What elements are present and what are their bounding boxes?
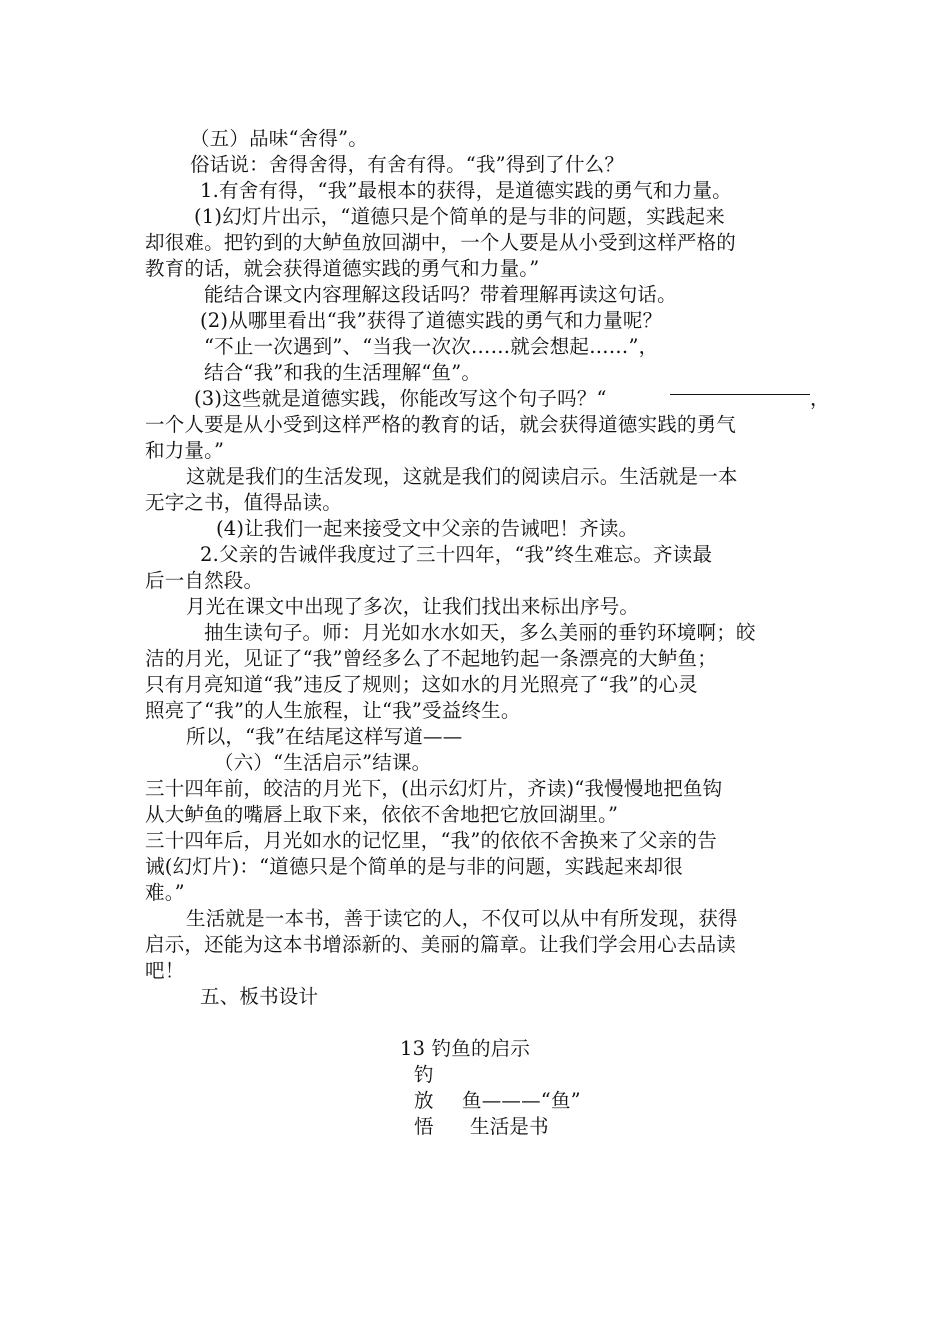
- paragraph-line: 所以，“我”在结尾这样写道——: [186, 725, 463, 748]
- paragraph-line: ，: [810, 387, 830, 410]
- board-row-3-left: 悟: [414, 1115, 434, 1138]
- paragraph-line: 生活就是一本书，善于读它的人，不仅可以从中有所发现，获得: [186, 907, 738, 930]
- paragraph-line: 难。”: [145, 881, 185, 904]
- paragraph-line: 吧！: [145, 959, 185, 982]
- paragraph-line: 无字之书，值得品读。: [145, 491, 343, 514]
- paragraph-line: 启示，还能为这本书增添新的、美丽的篇章。让我们学会用心去品读: [145, 933, 737, 956]
- board-row-1: 钓: [414, 1063, 434, 1086]
- paragraph-line: 从大鲈鱼的嘴唇上取下来，依依不舍地把它放回湖里。”: [145, 803, 619, 826]
- paragraph-line: 照亮了“我”的人生旅程，让“我”受益终生。: [145, 699, 521, 722]
- paragraph-line: “不止一次遇到”、“当我一次次……就会想起……”，: [204, 335, 659, 358]
- paragraph-line: 俗话说：舍得舍得，有舍有得。“我”得到了什么？: [190, 153, 625, 176]
- fill-in-blank: [670, 374, 810, 395]
- board-row-2-left: 放: [414, 1089, 434, 1112]
- section-heading-6: （六）“生活启示”结课。: [214, 751, 432, 774]
- paragraph-line: 2.父亲的告诫伴我度过了三十四年，“我”终生难忘。齐读最: [200, 543, 713, 566]
- paragraph-line: 和力量。”: [145, 439, 225, 462]
- paragraph-line: 三十四年后，月光如水的记忆里，“我”的依依不舍换来了父亲的告: [145, 829, 717, 852]
- board-row-2-right: 鱼———“鱼”: [462, 1089, 581, 1112]
- paragraph-line: 教育的话，就会获得道德实践的勇气和力量。”: [145, 257, 540, 280]
- paragraph-line: 洁的月光，见证了“我”曾经多么了不起地钓起一条漂亮的大鲈鱼；: [145, 647, 717, 670]
- paragraph-line: 结合“我”和我的生活理解“鱼”。: [204, 361, 482, 384]
- paragraph-line: 诫(幻灯片)：“道德只是个简单的是与非的问题，实践起来却很: [145, 855, 683, 878]
- paragraph-line: 抽生读句子。师：月光如水水如天，多么美丽的垂钓环境啊；皎: [204, 621, 756, 644]
- paragraph-line: (4)让我们一起来接受文中父亲的告诫吧！齐读。: [216, 517, 639, 540]
- paragraph-line: 后一自然段。: [145, 569, 264, 592]
- paragraph-line: 这就是我们的生活发现，这就是我们的阅读启示。生活就是一本: [186, 465, 738, 488]
- paragraph-line: 一个人要是从小受到这样严格的教育的话，就会获得道德实践的勇气: [145, 413, 737, 436]
- paragraph-line: 月光在课文中出现了多次，让我们找出来标出序号。: [186, 595, 640, 618]
- paragraph-line: (2)从哪里看出“我”获得了道德实践的勇气和力量呢？: [200, 309, 663, 332]
- paragraph-line: (3)这些就是道德实践，你能改写这个句子吗？“: [194, 387, 607, 410]
- paragraph-line: 1.有舍有得，“我”最根本的获得，是道德实践的勇气和力量。: [200, 179, 732, 202]
- board-title: 13 钓鱼的启示: [400, 1037, 531, 1060]
- paragraph-line: (1)幻灯片出示，“道德只是个简单的是与非的问题，实践起来: [194, 205, 725, 228]
- paragraph-line: 能结合课文内容理解这段话吗？带着理解再读这句话。: [204, 283, 677, 306]
- paragraph-line: 三十四年前，皎洁的月光下，(出示幻灯片，齐读)“我慢慢地把鱼钩: [145, 777, 723, 800]
- paragraph-line: 只有月亮知道“我”违反了规则；这如水的月光照亮了“我”的心灵: [145, 673, 698, 696]
- paragraph-line: 却很难。把钓到的大鲈鱼放回湖中，一个人要是从小受到这样严格的: [145, 231, 737, 254]
- section-heading-5: （五）品味“舍得”。: [190, 127, 368, 150]
- board-row-3-right: 生活是书: [470, 1115, 549, 1138]
- section-heading-board: 五、板书设计: [200, 985, 319, 1008]
